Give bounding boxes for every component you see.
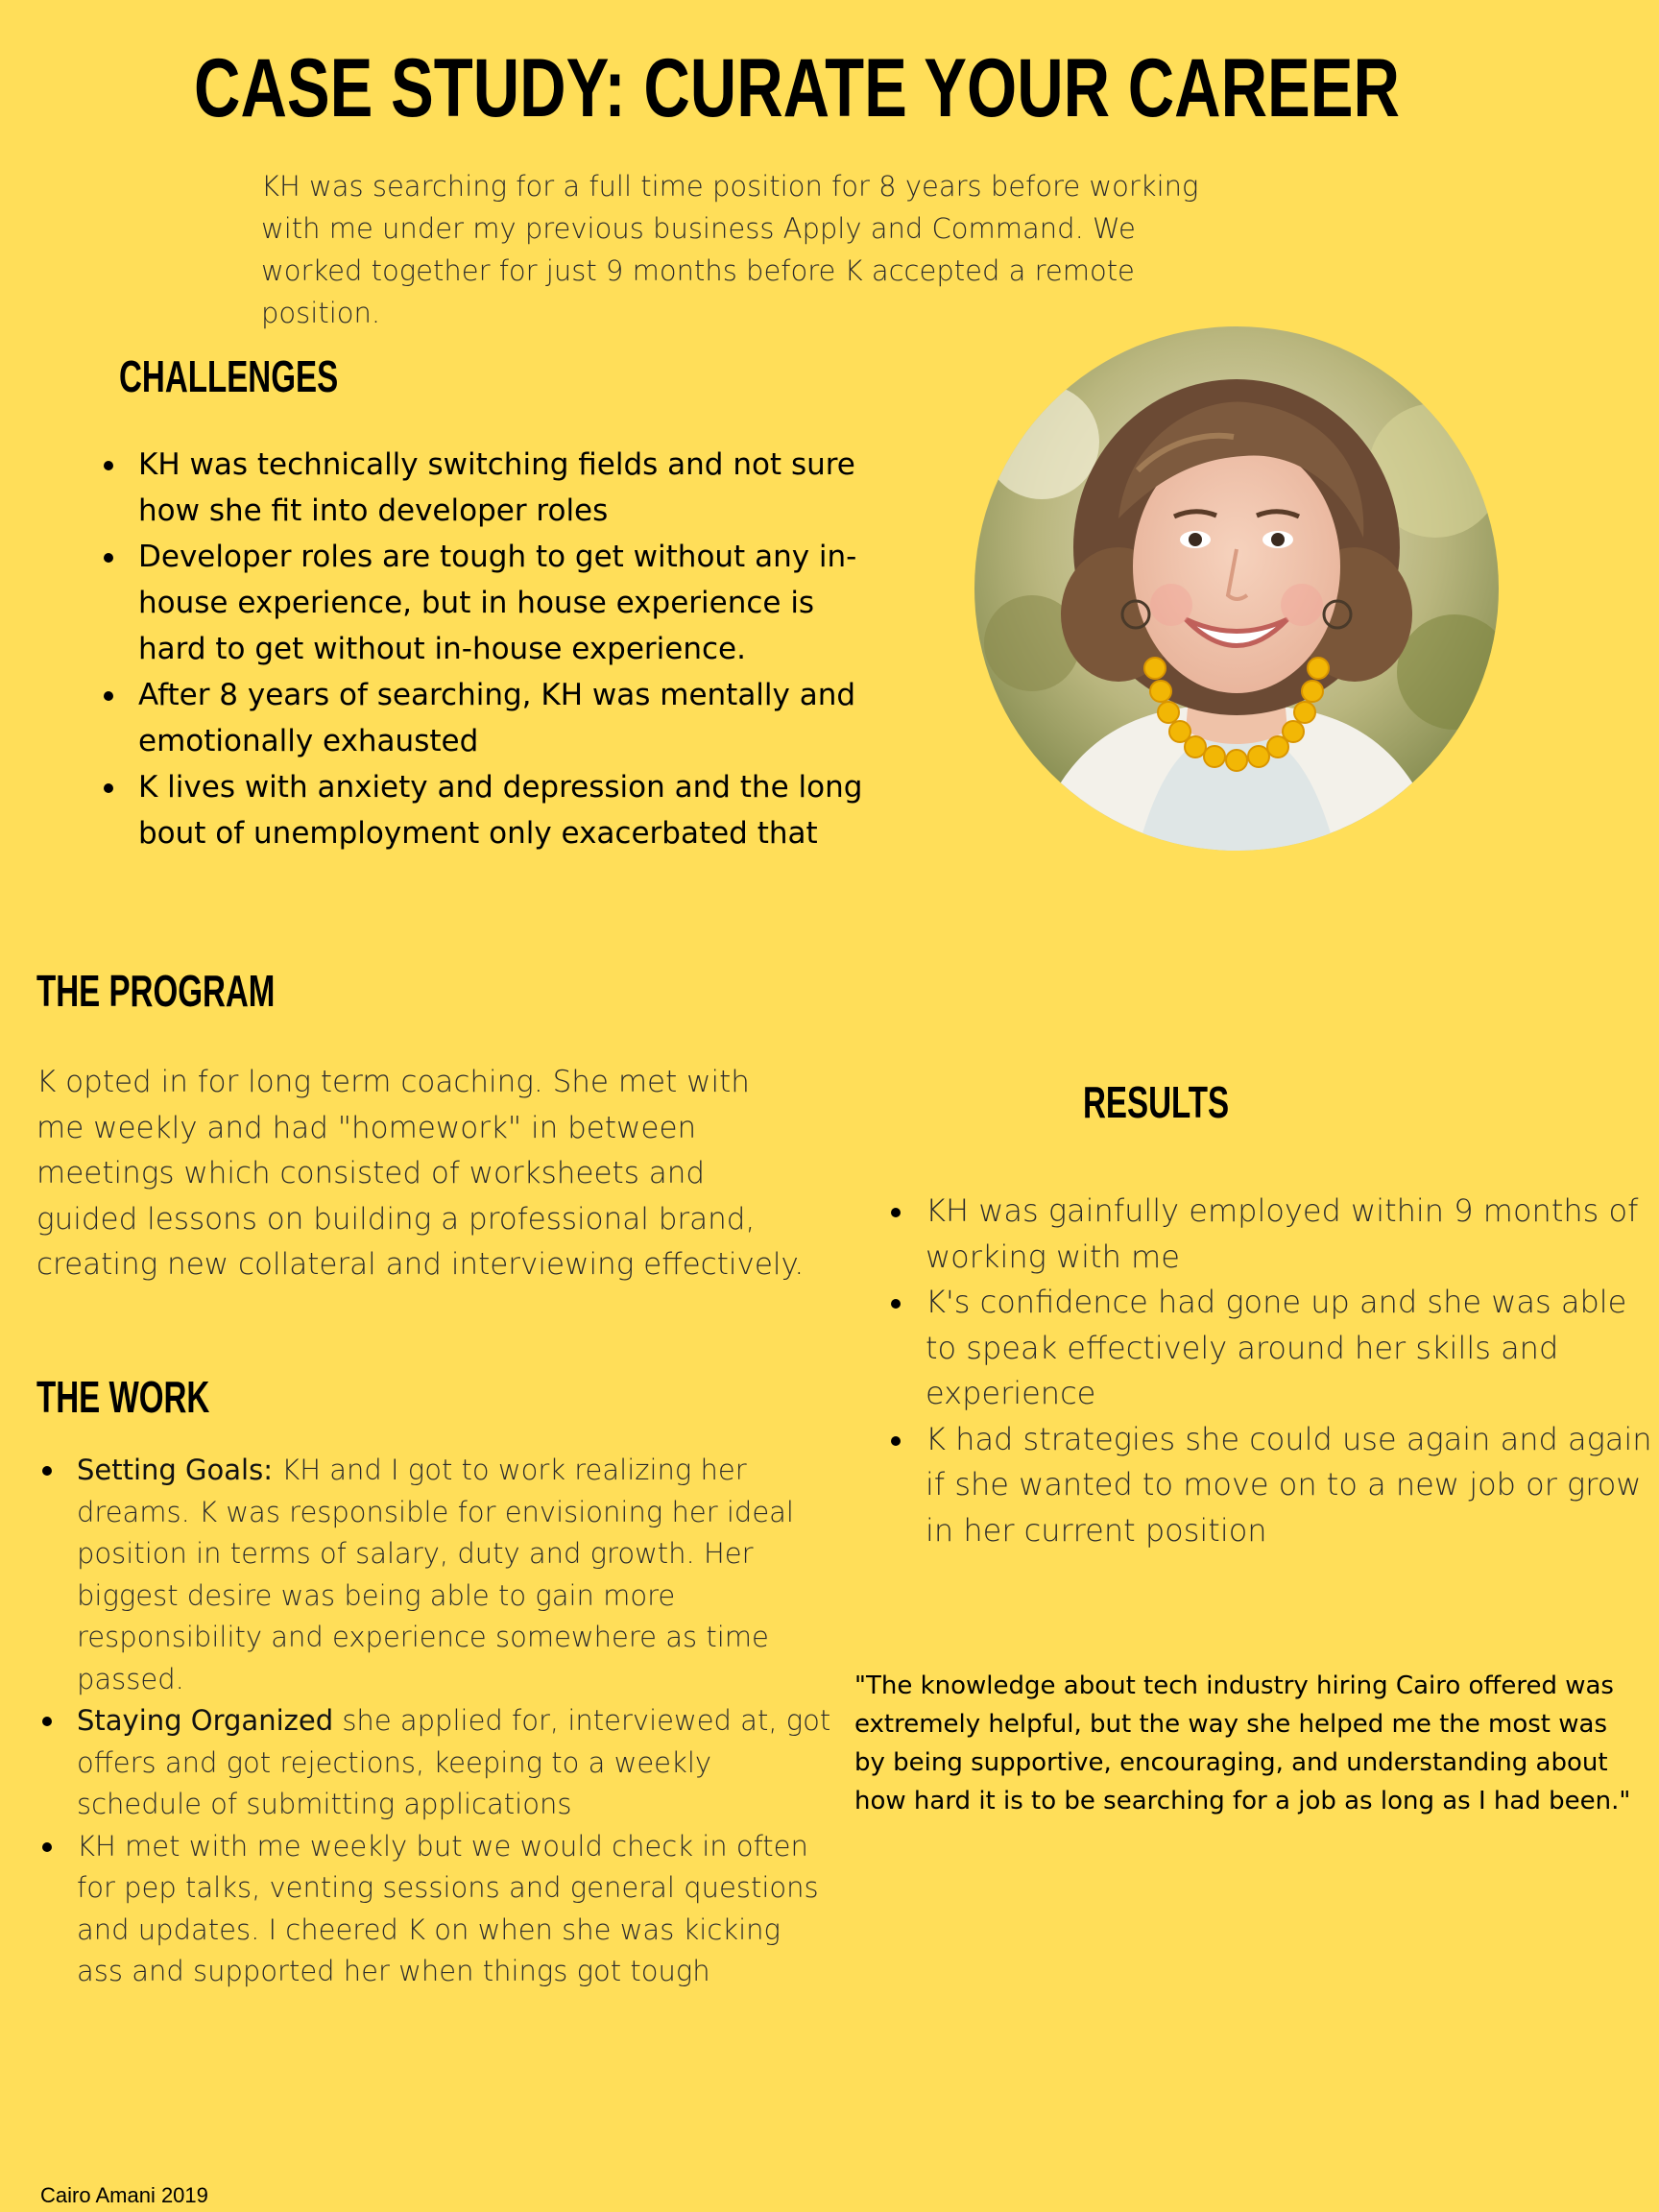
result-item: KH was gainfully employed within 9 months of working with me [926, 1189, 1655, 1280]
results-list [926, 1189, 1655, 1553]
challenge-item: K lives with anxiety and depression and the long bout of unemployment only exacerbated that [138, 764, 887, 856]
challenges-heading: CHALLENGES [119, 351, 339, 401]
work-item-lead: Setting Goals: [77, 1454, 273, 1486]
program-paragraph: K opted in for long term coaching. She met with me weekly and had "homework" in between meetings which consisted of worksheets and guided lessons on building a professional brand, creating new collateral and interviewing effectively. [36, 1065, 805, 1282]
work-list [77, 1450, 835, 1993]
results-heading: RESULTS [1083, 1077, 1230, 1127]
program-heading: THE PROGRAM [36, 966, 276, 1016]
result-item: K had strategies she could use again and again if she wanted to move on to a new job or grow in her current position [926, 1417, 1655, 1554]
work-item-text: KH met with me weekly but we would check in often for pep talks, venting sessions and general questions and updates. I cheered K on when she was kicking ass and supported her when things got tough [77, 1829, 819, 1987]
work-item [77, 1450, 835, 1700]
challenges-list [138, 442, 887, 856]
work-item-text: KH and I got to work realizing her dreams. K was responsible for envisioning her ideal position in terms of salary, duty and growth. Her biggest desire was being able to gain more responsibility and experience somewhere as time passed. [77, 1454, 794, 1695]
page-title: CASE STUDY: CURATE YOUR CAREER [194, 42, 1400, 134]
client-portrait [974, 326, 1499, 851]
work-item [77, 1700, 835, 1826]
challenge-item: KH was technically switching fields and not sure how she fit into developer roles [138, 442, 887, 534]
intro-paragraph: KH was searching for a full time position for 8 years before working with me under my previous business Apply and Command. We worked together for just 9 months before K accepted a remote position. [261, 170, 1199, 329]
work-item-text: she applied for, interviewed at, got offers and got rejections, keeping to a weekly schedule of submitting applications [77, 1704, 831, 1820]
footer-credit: Cairo Amani 2019 [40, 2183, 208, 2207]
challenge-item: After 8 years of searching, KH was mentally and emotionally exhausted [138, 672, 887, 764]
challenge-item: Developer roles are tough to get without any in-house experience, but in house experience is hard to get without in-house experience. [138, 534, 887, 672]
result-item: K's confidence had gone up and she was able to speak effectively around her skills and experience [926, 1280, 1655, 1417]
work-item [77, 1826, 835, 1993]
work-item-lead: Staying Organized [77, 1704, 334, 1737]
work-heading: THE WORK [36, 1372, 210, 1422]
testimonial-quote: "The knowledge about tech industry hiring Cairo offered was extremely helpful, but the way she helped me the most was by being supportive, encouraging, and understanding about how hard it is to be searching for a job as long as I had been." [854, 1671, 1631, 1815]
